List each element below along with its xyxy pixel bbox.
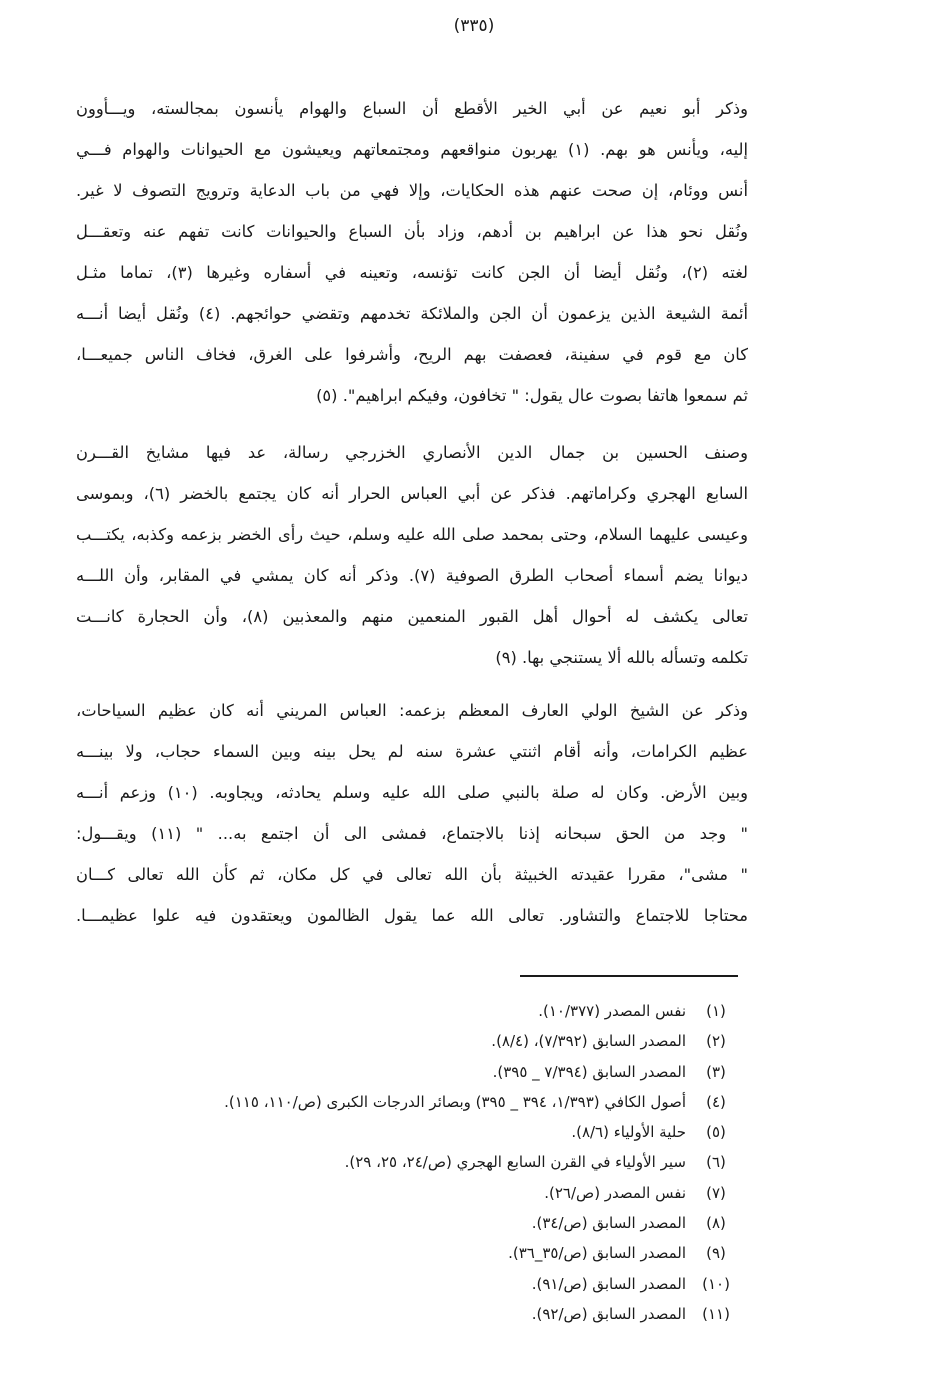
- paragraph-line: تكلمه وتسأله بالله ألا يستنجي بها. (٩): [495, 648, 748, 667]
- paragraph-line: ثم سمعوا هاتفا بصوت عال يقول: " تخافون، وفيكم ابراهيم". (٥): [316, 386, 748, 405]
- footnote-number: (٨): [706, 1214, 726, 1233]
- paragraph-line: محتاجا للاجتماع والتشاور. تعالى الله عما يقول الظالمون ويعتقدون فيه علوا عظيمـــا.: [76, 906, 748, 925]
- footnotes: [60, 996, 740, 1329]
- footnote-number: (١١): [702, 1304, 730, 1323]
- paragraph-line: إليه، ويأنس هو بهم. (١) يهربون منواقعهم ومجتمعاتهم ويعيشون مع الحيوانات والهوام فـــي: [76, 140, 748, 159]
- paragraph-line: ديوانا يضم أسماء أصحاب الطرق الصوفية (٧). وذكر أنه كان يمشي في المقابر، وأن اللـــه: [76, 566, 748, 585]
- footnote: [60, 1087, 740, 1117]
- footnote-text: المصدر السابق (ص/٩١).: [531, 1274, 686, 1293]
- paragraph-3: [76, 690, 748, 936]
- paragraph-line: " وجد من الحق سبحانه إذنا بالاجتماع، فمشى الى أن اجتمع به... " (١١) ويقـــول:: [76, 824, 748, 843]
- footnote-number: (١): [706, 1002, 726, 1020]
- footnote: [60, 996, 740, 1026]
- footnote: [60, 1269, 740, 1299]
- footnote-number: (٦): [706, 1153, 726, 1172]
- footnote: [60, 1026, 740, 1056]
- paragraph-line: وبين الأرض. وكان له صلة بالنبي صلى الله عليه وسلم يحادثه، ويجاوبه. (١٠) وزعم أنـــه: [76, 783, 748, 802]
- paragraph-line: السابع الهجري وكراماتهم. فذكر عن أبي العباس الحرار أنه كان يجتمع بالخضر (٦)، وبموسى: [76, 484, 748, 503]
- footnote: [60, 1117, 740, 1147]
- footnote-text: المصدر السابق (ص/٣٥_٣٦).: [508, 1244, 686, 1263]
- footnote: [60, 1057, 740, 1087]
- footnote-number: (٤): [706, 1092, 726, 1111]
- footnote-text: سير الأولياء في القرن السابع الهجري (ص/٢٤، ٢٥، ٢٩).: [344, 1153, 686, 1172]
- paragraph-line: وعيسى عليهما السلام، وحتى بمحمد صلى الله عليه وسلم، حيث رأى الخضر بزعمه وكذبه، يكتـــب: [76, 525, 748, 544]
- footnote-number: (٣): [706, 1062, 726, 1081]
- footnote-number: (٢): [706, 1032, 726, 1051]
- paragraph-1: [76, 88, 748, 416]
- paragraph-line: كان مع قوم في سفينة، فعصفت بهم الريح، وأشرفوا على الغرق، فخاف الناس جميعـــا،: [76, 345, 748, 364]
- paragraph-line: تعالى يكشف له أحوال أهل القبور المنعمين منهم والمعذبين (٨)، وأن الحجارة كانـــت: [76, 607, 748, 626]
- footnote: [60, 1208, 740, 1238]
- paragraph-line: وصنف الحسين بن جمال الدين الأنصاري الخزرجي رسالة، عد فيها مشايخ القـــرن: [76, 443, 748, 462]
- paragraph-line: " مشى"، مقررا عقيدته الخبيثة بأن الله تعالى في كل مكان، ثم كأن الله تعالى كـــان: [76, 865, 748, 884]
- footnote-number: (٧): [706, 1183, 726, 1202]
- footnote-separator: [520, 975, 738, 977]
- paragraph-line: عظيم الكرامات، وأنه أقام اثنتي عشرة سنه لم يحل بينه وبين السماء حجاب، ولا بينـــه: [76, 742, 748, 761]
- footnote-text: المصدر السابق (٧/٣٩٢)، (٨/٤).: [491, 1032, 686, 1051]
- footnote-number: (٩): [706, 1244, 726, 1263]
- paragraph-line: وذكر أبو نعيم عن أبي الخير الأقطع أن السباع والهوام يأنسون بمجالسته، ويـــأوون: [76, 99, 748, 118]
- footnote: [60, 1147, 740, 1177]
- footnote-text: المصدر السابق (٧/٣٩٤ _ ٣٩٥).: [492, 1062, 686, 1081]
- footnote: [60, 1299, 740, 1329]
- paragraph-2: [76, 432, 748, 678]
- footnote-text: المصدر السابق (ص/٩٢).: [531, 1304, 686, 1323]
- paragraph-line: أئمة الشيعة الذين يزعمون أن الجن والملائكة تخدمهم وتقضي حوائجهم. (٤) ونُقل أيضا أنـــه: [76, 304, 748, 323]
- footnote-text: أصول الكافي (١/٣٩٣، ٣٩٤ _ ٣٩٥) وبصائر الدرجات الكبرى (ص/١١٠، ١١٥).: [224, 1092, 686, 1111]
- footnote-text: حلية الأولياء (٨/٦).: [571, 1123, 686, 1142]
- paragraph-line: لغته (٢)، ونُقل أيضا أن الجن كانت تؤنسه، وتعينه في أسفاره وغيرها (٣)، تماما مثـل: [76, 263, 748, 282]
- footnote: [60, 1238, 740, 1268]
- paragraph-line: أنس ووئام، إن صحت عنهم هذه الحكايات، وإلا فهي من باب الدعاية وترويج التصوف لا غير.: [76, 181, 748, 200]
- page-number: (٣٣٥): [453, 16, 495, 36]
- footnote-text: نفس المصدر (١٠/٣٧٧).: [538, 1002, 686, 1020]
- paragraph-line: وذكر عن الشيخ الولي العارف المعظم بزعمه: العباس المريني أنه كان عظيم السياحات،: [76, 701, 748, 720]
- footnote-text: المصدر السابق (ص/٣٤).: [531, 1214, 686, 1233]
- footnote-number: (١٠): [702, 1274, 730, 1293]
- footnote-text: نفس المصدر (ص/٢٦).: [544, 1183, 686, 1202]
- paragraph-line: ونُقل نحو هذا عن ابراهيم بن أدهم، وزاد بأن السباع والحيوانات كانت تفهم عنه وتعقـــل: [76, 222, 748, 241]
- footnote: [60, 1178, 740, 1208]
- footnote-number: (٥): [706, 1123, 726, 1142]
